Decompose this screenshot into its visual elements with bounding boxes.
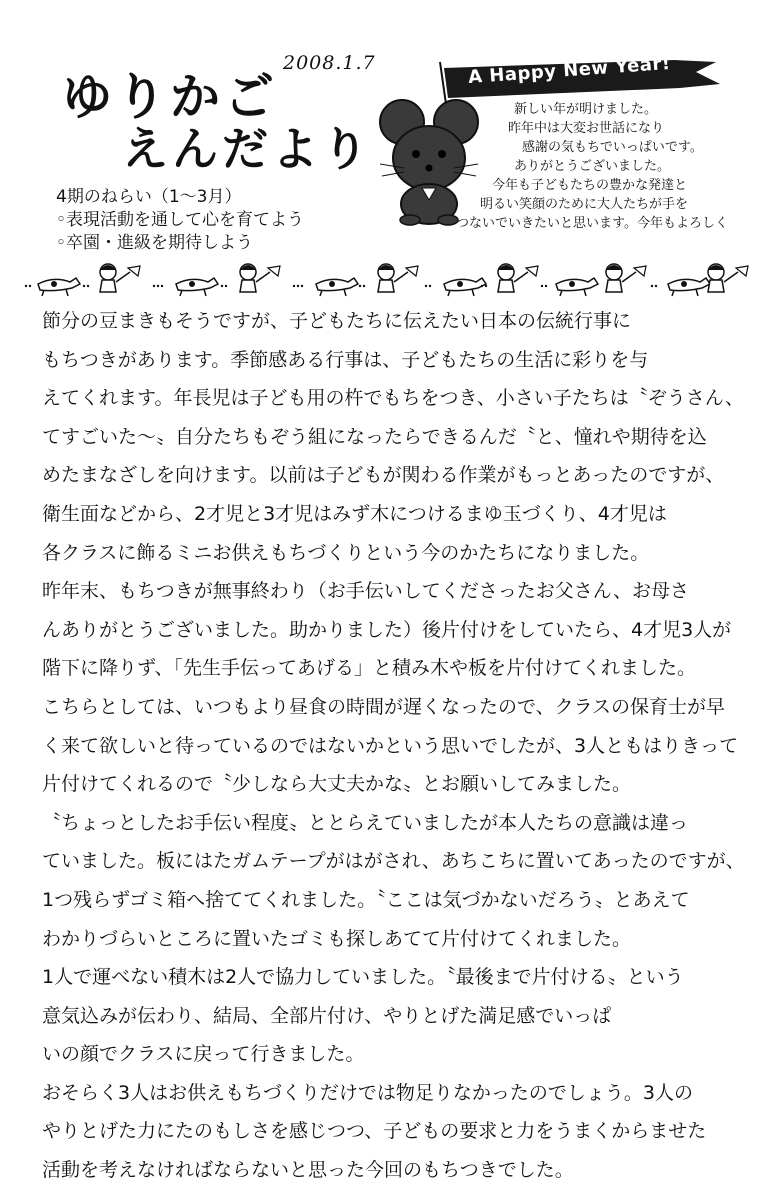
body-line: く来て欲しいと待っているのではないかという思いでしたが、3人ともはりきって — [42, 734, 739, 757]
body-line: 〝ちょっとしたお手伝い程度〟ととらえていましたが本人たちの意識は違っ — [42, 811, 689, 834]
body-line: 意気込みが伝わり、結局、全部片付け、やりとげた満足感でいっぱ — [42, 1004, 612, 1027]
body-line: もちつきがあります。季節感ある行事は、子どもたちの生活に彩りを与 — [42, 348, 649, 371]
body-line: 節分の豆まきもそうですが、子どもたちに伝えたい日本の伝統行事に — [42, 310, 632, 332]
body-line: 1つ残らずゴミ箱へ捨ててくれました。〝ここは気づかないだろう〟とあえて — [42, 888, 690, 911]
body-line: 活動を考えなければならないと思った今回のもちつきでした。 — [42, 1159, 574, 1182]
body-line: えてくれます。年長児は子ども用の杵でもちをつき、小さい子たちは〝ぞうさん、 — [42, 387, 744, 410]
new-year-banner-text: A Happy New Year! — [467, 52, 672, 89]
body-line: てすごいた～〟自分たちもぞう組になったらできるんだ〝と、憧れや期待を込 — [42, 425, 707, 448]
body-line: やりとげた力にたのもしさを感じつつ、子どもの要求と力をうまくからませた — [42, 1120, 707, 1143]
newsletter-title-line1: ゆりかご — [62, 68, 278, 126]
body-line: めたまなざしを向けます。以前は子どもが関わる作業がもっとあったのですが、 — [42, 464, 725, 487]
greeting-line: ありがとうございました。 — [514, 159, 671, 174]
greeting-line: 感謝の気もちでいっぱいです。 — [522, 140, 703, 155]
greeting-line: 新しい年が明けました。 — [514, 102, 658, 117]
greeting-line: 昨年中は大変お世話になり — [508, 121, 665, 136]
body-line: 各クラスに飾るミニお供えもちづくりという今のかたちになりました。 — [42, 541, 650, 564]
new-year-greeting — [456, 100, 728, 233]
article-body — [42, 302, 762, 1190]
body-line: 衛生面などから、2才児と3才児はみず木につけるまゆ玉づくり、4才児は — [42, 502, 667, 525]
body-line: 昨年末、もちつきが無事終わり（お手伝いしてくださったお父さん、お母さ — [42, 580, 689, 603]
body-line: 片付けてくれるので〝少しなら大丈夫かな〟とお願いしてみました。 — [42, 773, 632, 796]
body-line: 1人で運べない積木は2人で協力していました。〝最後まで片付ける〟という — [42, 966, 684, 989]
newsletter-title-line2: えんだより — [122, 122, 372, 176]
decorative-border — [22, 256, 752, 300]
body-line: わかりづらいところに置いたゴミも探しあてて片付けてくれました。 — [42, 927, 632, 950]
greeting-line: 明るい笑顔のために大人たちが手を — [480, 197, 689, 212]
body-line: こちらとしては、いつもより昼食の時間が遅くなったので、クラスの保育士が早 — [42, 695, 726, 718]
body-line: いの顔でクラスに戻って行きました。 — [42, 1043, 365, 1066]
term-aims — [56, 186, 304, 255]
greeting-line: つないでいきたいと思います。今年もよろしく — [456, 216, 728, 231]
body-line: 階下に降りず、「先生手伝ってあげる」と積み木や板を片付けてくれました。 — [42, 657, 696, 680]
body-line: んありがとうございました。助かりました）後片付けをしていたら、4才児3人が — [42, 618, 732, 641]
body-line: ていました。板にはたガムテープがはがされ、あちこちに置いてあったのですが、 — [42, 850, 745, 873]
greeting-line: 今年も子どもたちの豊かな発達と — [492, 178, 688, 193]
aim-item: ◦表現活動を通して心を育てよう — [56, 210, 305, 230]
aims-heading: 4期のねらい（1～3月） — [56, 187, 242, 207]
aim-item: ◦卒園・進級を期待しよう — [56, 233, 254, 253]
date-text: 2008.1.7 — [283, 52, 376, 74]
body-line: おそらく3人はお供えもちづくりだけでは物足りなかったのでしょう。3人の — [42, 1081, 693, 1104]
